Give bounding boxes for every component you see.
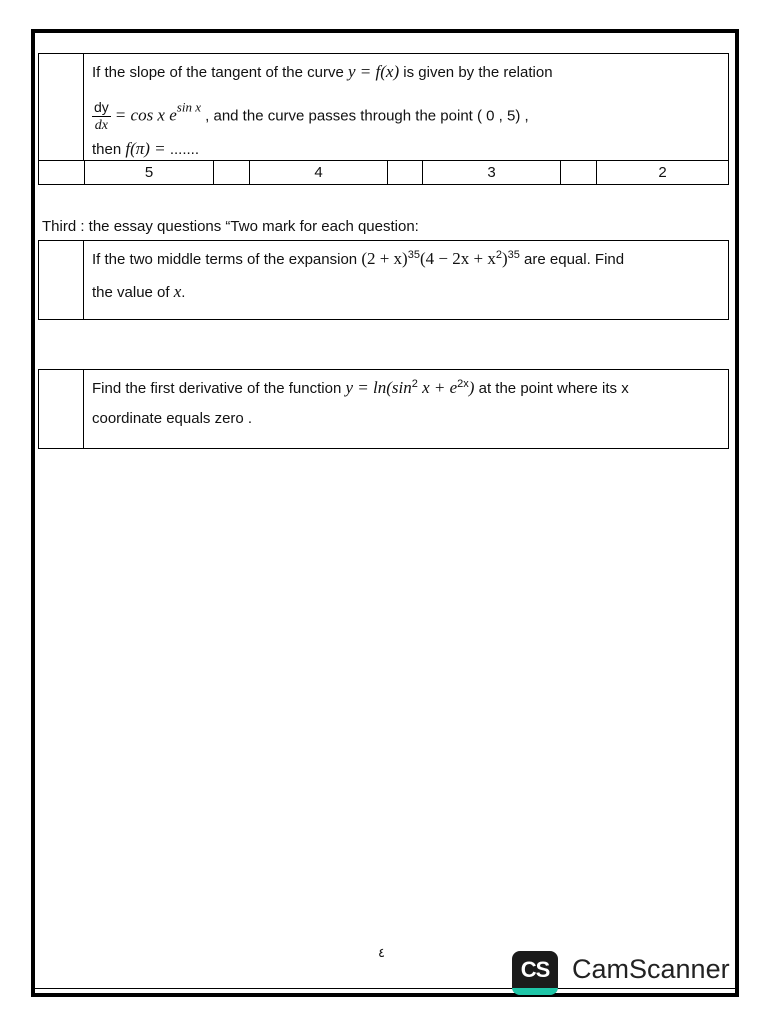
answer-blank: ....... bbox=[165, 141, 200, 158]
f-of-pi: f(π) = bbox=[125, 139, 166, 158]
mc-line-1-text: If the slope of the tangent of the curve bbox=[92, 64, 349, 81]
mc-curve-equation: y = f(x) bbox=[348, 62, 400, 81]
option-a[interactable] bbox=[85, 161, 214, 184]
page-number: ٤ bbox=[378, 946, 385, 961]
camscanner-logo-icon bbox=[512, 951, 558, 995]
function-term-2: x + e bbox=[417, 378, 458, 397]
mc-line-3-text: then bbox=[92, 141, 126, 158]
fraction-denominator: dx bbox=[94, 118, 108, 133]
mc-line-1 bbox=[92, 62, 553, 82]
function-exponent-1: 2 bbox=[411, 378, 418, 390]
expansion-term-1: (2 + x) bbox=[361, 249, 408, 268]
mc-line-3 bbox=[92, 139, 199, 159]
fraction-numerator: dy bbox=[94, 99, 109, 115]
option-number-cell bbox=[39, 161, 85, 184]
essay-2-line-2 bbox=[92, 410, 252, 427]
answer-options-row bbox=[38, 160, 729, 185]
essay-2-line-1 bbox=[92, 378, 629, 398]
essay-1-line-1 bbox=[92, 249, 624, 269]
mc-question-box bbox=[38, 53, 729, 161]
essay-question-2-box bbox=[38, 369, 729, 449]
camscanner-logo-bar bbox=[512, 988, 558, 995]
question-number-cell bbox=[39, 54, 84, 160]
option-d[interactable] bbox=[597, 161, 728, 184]
camscanner-wordmark: CamScanner bbox=[572, 954, 730, 984]
option-d-label: 2 bbox=[658, 164, 667, 181]
exponent-1: 35 bbox=[407, 249, 420, 261]
essay-1-period: . bbox=[181, 284, 186, 301]
mc-line-2 bbox=[92, 98, 529, 135]
essay-question-1-box bbox=[38, 240, 729, 320]
function-exponent-2: 2x bbox=[457, 378, 469, 390]
question-number-cell bbox=[39, 370, 84, 448]
camscanner-logo-text: CS bbox=[520, 957, 550, 982]
question-number-cell bbox=[39, 241, 84, 319]
function-term-3: ) bbox=[468, 378, 475, 397]
function-term-1: y = ln(sin bbox=[345, 378, 412, 397]
variable-x: x bbox=[173, 282, 182, 301]
essay-1-tail: are equal. Find bbox=[519, 251, 625, 268]
essay-question-2-content bbox=[84, 370, 728, 448]
mc-line-2-tail: , and the curve passes through the point ( 0 , 5) , bbox=[200, 107, 529, 125]
option-b-mark[interactable] bbox=[388, 161, 423, 184]
mc-line-1-tail: is given by the relation bbox=[399, 64, 553, 81]
essay-1-line-2-text: the value of bbox=[92, 284, 174, 301]
option-c-mark[interactable] bbox=[561, 161, 597, 184]
mc-question-content bbox=[84, 54, 728, 160]
essay-2-tail: at the point where its x bbox=[474, 380, 629, 397]
slope-expression: = cos x e bbox=[114, 105, 177, 125]
essay-2-text: Find the first derivative of the function bbox=[92, 380, 346, 397]
essay-2-line-2-text: coordinate equals zero . bbox=[92, 410, 253, 427]
exponent-3: 35 bbox=[507, 249, 520, 261]
option-b[interactable] bbox=[250, 161, 388, 184]
option-b-label: 4 bbox=[314, 164, 323, 181]
expansion-term-2: (4 − 2x + x bbox=[419, 249, 496, 268]
option-c[interactable] bbox=[423, 161, 561, 184]
essay-1-text: If the two middle terms of the expansion bbox=[92, 251, 362, 268]
page-border-bottom-line bbox=[35, 988, 735, 989]
option-a-mark[interactable] bbox=[214, 161, 250, 184]
option-c-label: 3 bbox=[487, 164, 496, 181]
option-a-label: 5 bbox=[144, 164, 154, 181]
slope-exponent: sin x bbox=[176, 99, 201, 115]
essay-question-1-content bbox=[84, 241, 728, 319]
exponent-2: 2 bbox=[495, 249, 502, 261]
section-heading: Third : the essay questions “Two mark for each question: bbox=[42, 218, 419, 235]
expansion-term-3: ) bbox=[501, 249, 508, 268]
essay-1-line-2 bbox=[92, 282, 185, 302]
derivative-fraction bbox=[92, 98, 111, 135]
